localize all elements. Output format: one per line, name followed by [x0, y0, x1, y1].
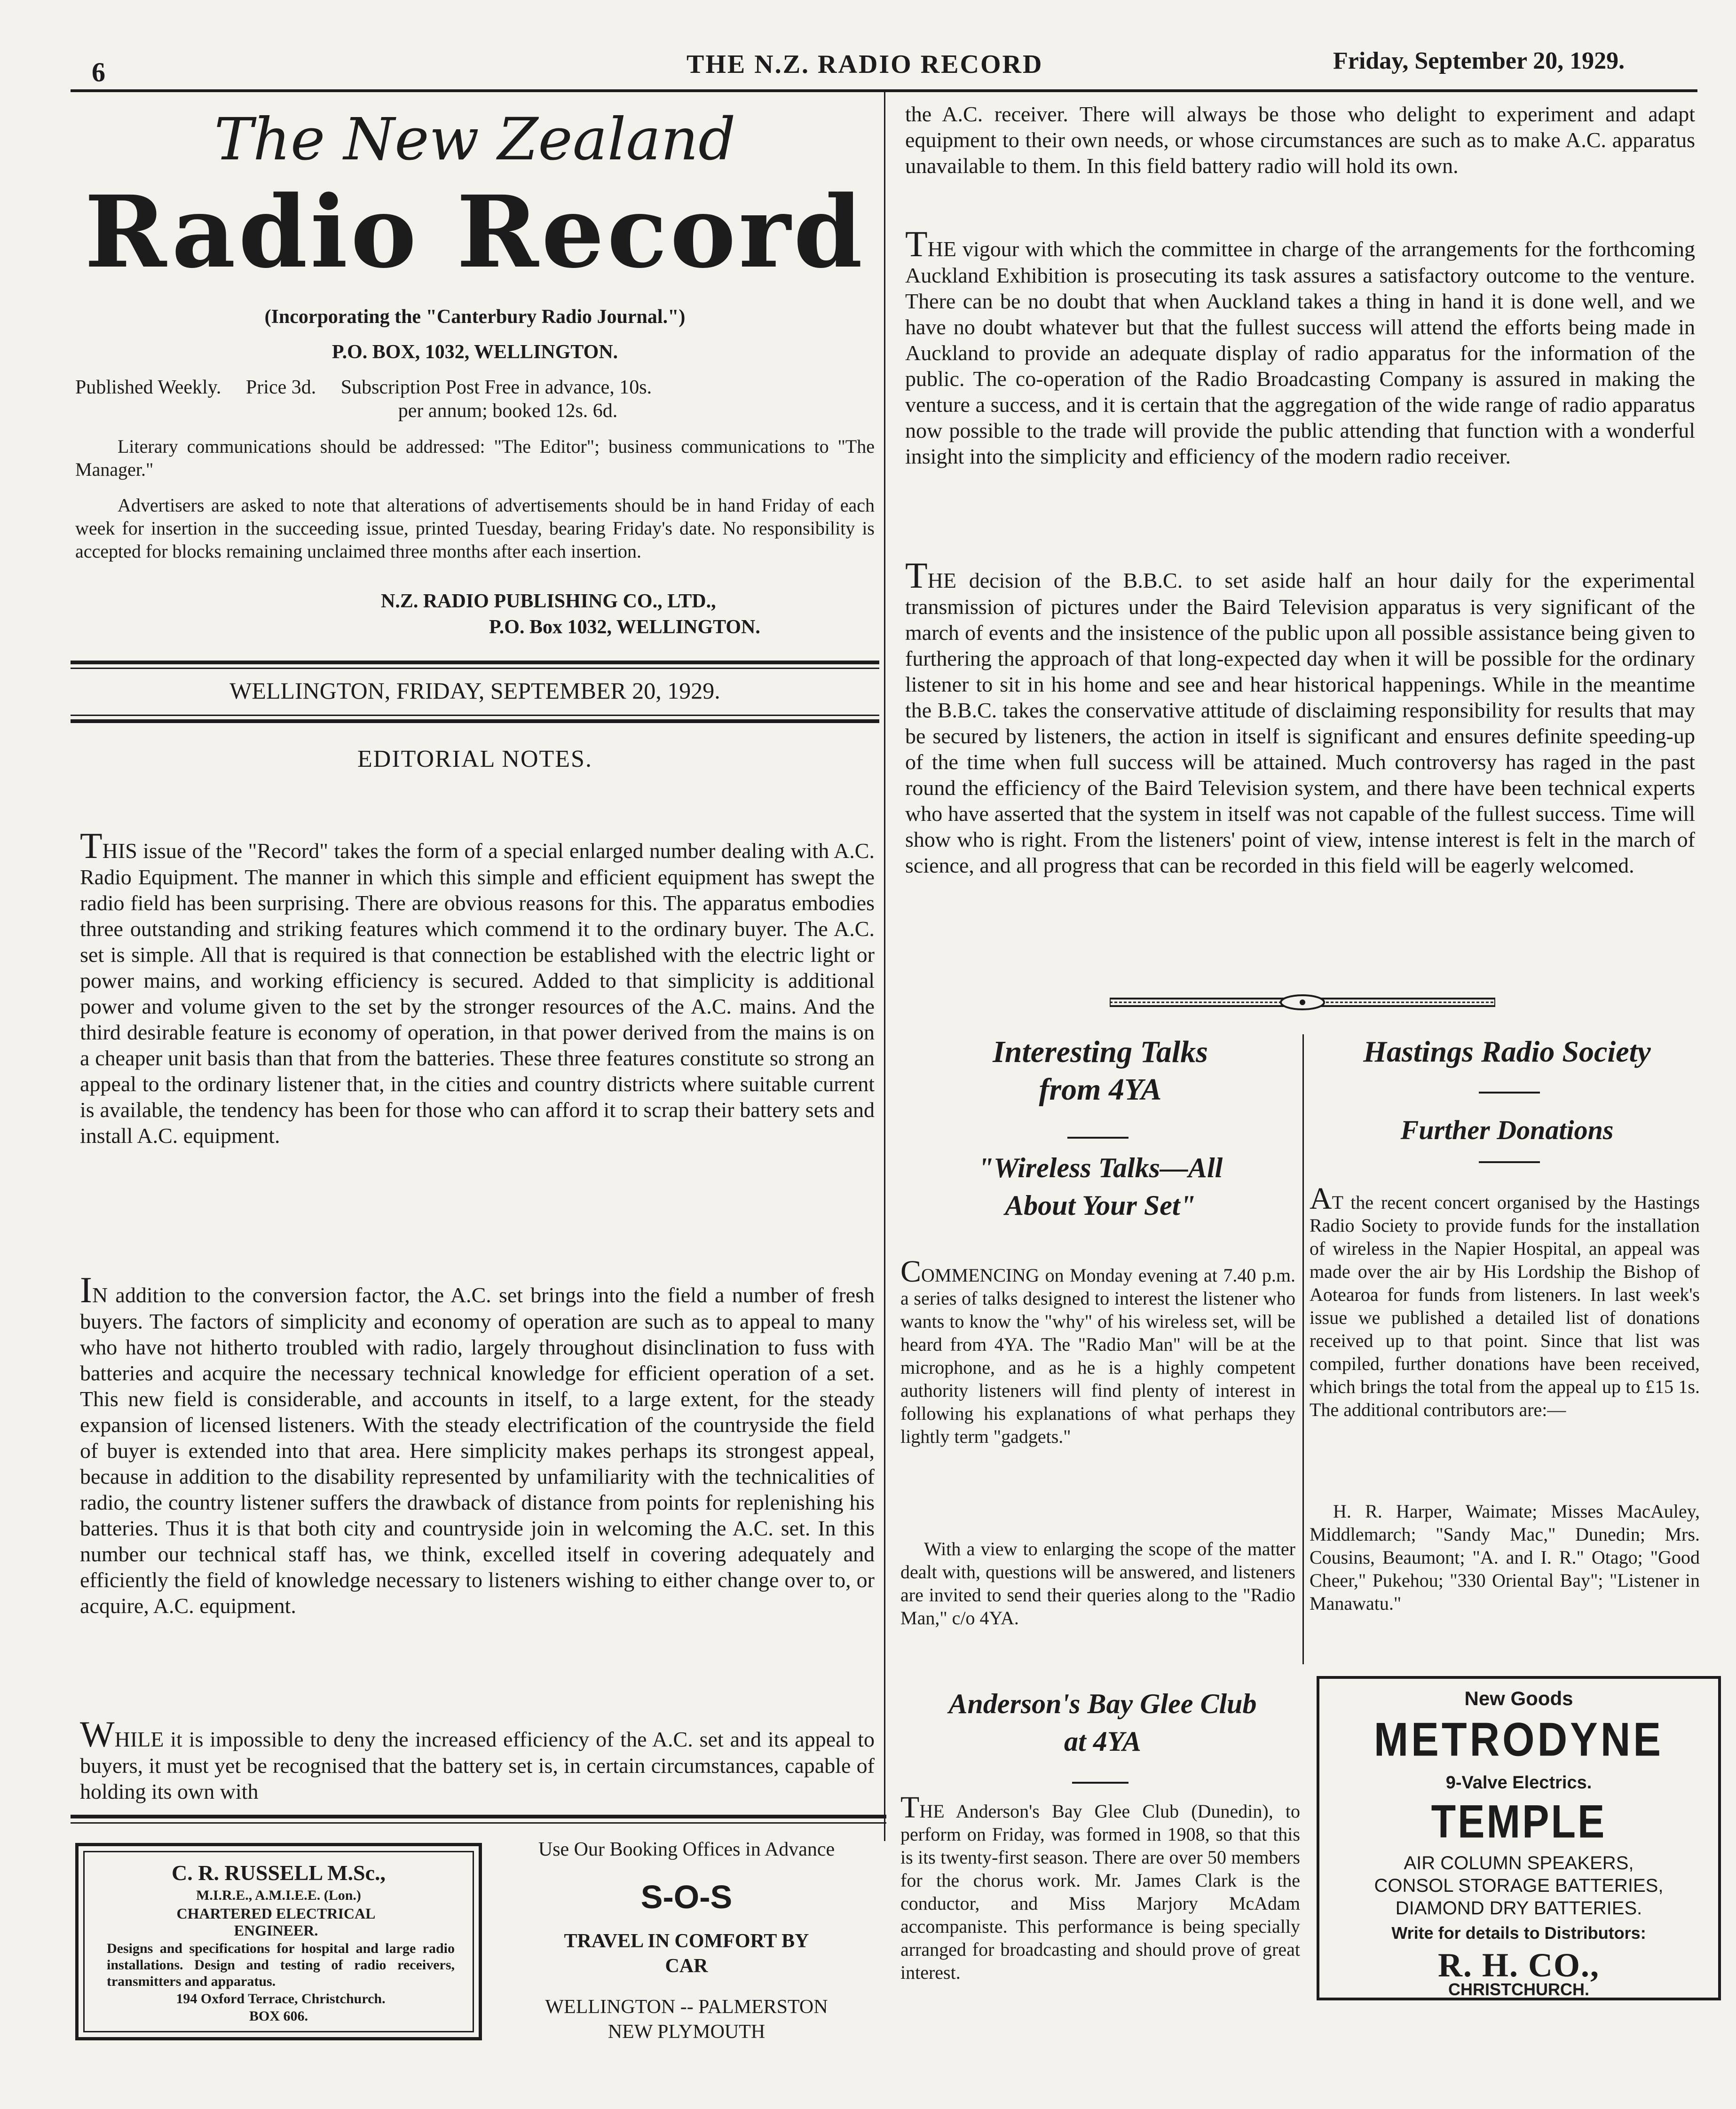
publisher-address: P.O. Box 1032, WELLINGTON. — [489, 616, 760, 638]
masthead-po-box: P.O. BOX, 1032, WELLINGTON. — [331, 341, 618, 363]
russell-name: C. R. RUSSELL M.Sc., — [172, 1861, 386, 1885]
dropcap: W — [80, 1714, 115, 1755]
metrodyne-line3: DIAMOND DRY BATTERIES. — [1395, 1898, 1642, 1919]
glee-title-line2: at 4YA — [1064, 1726, 1141, 1757]
hastings-title-rule — [1479, 1092, 1540, 1094]
masthead-published-2: per annum; booked 12s. 6d. — [398, 400, 618, 422]
metrodyne-brand: METRODYNE — [1373, 1712, 1664, 1766]
ads-rule-top — [71, 1815, 886, 1818]
dateline: WELLINGTON, FRIDAY, SEPTEMBER 20, 1929. — [229, 677, 720, 704]
hastings-subtitle-rule — [1479, 1161, 1540, 1163]
dropcap: T — [905, 223, 928, 264]
talks-title-line2: from 4YA — [1039, 1072, 1162, 1107]
sos-name: S-O-S — [640, 1879, 733, 1915]
dateline-rule-top-thin — [71, 668, 879, 669]
talks-subtitle-line2: About Your Set" — [1005, 1190, 1196, 1221]
editorial-paragraph-4: THE vigour with which the committee in charge of the arrangements for the forthcoming Auckland Exhibition is prosecuting its task assures a satisfactory outcome to the venture. There can be no doubt that when Auckland takes a thing in hand it is done well, and we have no doubt whatever but that the fullest success will attend the efforts being made in Auckland to provide an adequate display of radio apparatus for the information of the public. The co-operation of the Radio Broadcasting Company is assured in making the venture a success, and it is certain that the aggregation of the wide range of radio apparatus now possible to the trade will provide the public attending that function with a wonderful insight into the simplicity and efficiency of the modern radio receiver. — [905, 223, 1695, 468]
russell-quals: M.I.R.E., A.M.I.E.E. (Lon.) — [196, 1888, 361, 1903]
sos-line2: CAR — [665, 1955, 708, 1977]
talks-title-line1: Interesting Talks — [993, 1035, 1208, 1069]
russell-address: 194 Oxford Terrace, Christchurch. — [176, 1991, 386, 2007]
metrodyne-line4: Write for details to Distributors: — [1391, 1923, 1646, 1943]
metrodyne-sub: 9-Valve Electrics. — [1445, 1773, 1592, 1793]
masthead-title-main: Radio Record — [84, 174, 866, 290]
editorial-paragraph-3-continued: the A.C. receiver. There will always be those who delight to experiment and adapt equipment to their own needs, or whose circumstances are such as to make A.C. apparatus unavailable to them. In this field battery radio will hold its own. — [905, 102, 1695, 178]
dateline-rule-bottom-thin — [71, 715, 879, 716]
editorial-heading: EDITORIAL NOTES. — [357, 746, 592, 772]
metrodyne-ad — [1317, 1676, 1721, 2000]
glee-paragraph-1: THE Anderson's Bay Glee Club (Dunedin), to perform on Friday, was formed in 1908, so that this is its twenty-first season. There are over 50 members for the chorus work. Mr. James Clark is the conductor, and Miss Marjory McAdam accompaniste. This performance is being specially arranged for broadcasting and should prove of great interest. — [900, 1790, 1300, 1983]
issue-date: Friday, September 20, 1929. — [1333, 47, 1625, 74]
sos-ad — [489, 1834, 884, 2050]
russell-box: BOX 606. — [249, 2008, 308, 2024]
metrodyne-city: CHRISTCHURCH. — [1448, 1980, 1589, 1999]
glee-title-line1: Anderson's Bay Glee Club — [948, 1688, 1257, 1719]
ads-rule-top-thin — [71, 1822, 886, 1824]
metrodyne-brand2: TEMPLE — [1431, 1795, 1607, 1848]
russell-ad — [75, 1843, 482, 2040]
page-number: 6 — [92, 57, 105, 87]
dateline-rule-top — [71, 661, 879, 664]
russell-title: CHARTERED ELECTRICAL ENGINEER. — [176, 1905, 376, 1939]
sos-line1: TRAVEL IN COMFORT BY — [564, 1930, 809, 1952]
masthead-incorporating: (Incorporating the "Canterbury Radio Journal.") — [264, 306, 686, 328]
dropcap: T — [80, 825, 103, 866]
masthead-title-top: The New Zealand — [214, 106, 736, 173]
hastings-paragraph-2: H. R. Harper, Waimate; Misses MacAuley, Middlemarch; "Sandy Mac," Dunedin; Mrs. Cousins, Beaumont; "A. and I. R." Otago; "Good Cheer," Pukehou; "330 Oriental Bay"; "Listener in Manawatu." — [1310, 1501, 1700, 1614]
sos-top: Use Our Booking Offices in Advance — [538, 1839, 835, 1860]
dropcap: A — [1310, 1181, 1332, 1216]
talks-subtitle-line1: "Wireless Talks—All — [978, 1152, 1223, 1183]
talks-paragraph-1: COMMENCING on Monday evening at 7.40 p.m. a series of talks designed to interest the listener who wants to know the "why" of his wireless set, will be heard from 4YA. The "Radio Man" will be at the microphone, and as he is a highly competent authority listeners will find plenty of interest in following his explanations of what perhaps they lightly term "gadgets." — [900, 1254, 1295, 1447]
russell-body: Designs and specifications for hospital and large radio installations. Design and testing of radio receivers, transmitters and apparatus. — [107, 1941, 455, 1989]
dropcap: T — [905, 555, 928, 596]
metrodyne-distributor: R. H. CO., — [1438, 1946, 1600, 1984]
dropcap: I — [80, 1269, 92, 1310]
dateline-rule-bottom — [71, 719, 879, 723]
hastings-paragraph-1: AT the recent concert organised by the Hastings Radio Society to provide funds for the installation of wireless in the Napier Hospital, an appeal was made over the air by His Lordship the Bishop of Aotearoa for funds from listeners. In last week's issue we published a detailed list of donations received up to that point. Since that list was compiled, further donations have been received, which brings the total from the appeal up to £15 1s. The additional contributors are:— — [1310, 1181, 1700, 1420]
metrodyne-new-goods: New Goods — [1464, 1687, 1573, 1709]
publisher-name: N.Z. RADIO PUBLISHING CO., LTD., — [381, 590, 716, 612]
masthead-literary: Literary communications should be addressed: "The Editor"; business communications to "The Manager." — [75, 436, 875, 480]
glee-title-rule — [1072, 1782, 1128, 1784]
ornament-divider — [1110, 994, 1495, 1010]
talks-title-rule — [1067, 1137, 1128, 1139]
editorial-paragraph-1: THIS issue of the "Record" takes the form of a special enlarged number dealing with A.C. Radio Equipment. The manner in which this simple and efficient equipment has swept the radio field has been surprising. There are obvious reasons for this. The apparatus embodies three outstanding and striking features which commend it to the ordinary buyer. The A.C. set is simple. All that is required is that connection be established with the electric light or power mains, and working efficiency is secured. Added to that simplicity is additional power and volume given to the set by the stronger resources of the A.C. mains. And the third desirable feature is economy of operation, in that power derived from the mains is on a cheaper unit basis than that from the batteries. These three features constitute so strong an appeal to the ordinary listener that, in the cities and country districts where suitable current is available, the tendency has been for those who can afford it to scrap their battery sets and install A.C. equipment. — [80, 825, 875, 1148]
editorial-paragraph-5: THE decision of the B.B.C. to set aside half an hour daily for the experimental transmission of pictures under the Baird Television apparatus is very significant of the march of events and the insistence of the public upon all possible assistance being given to furthering the approach of that long-expected day when it will be possible for the ordinary listener to sit in his home and see and hear historical happenings. While in the meantime the B.B.C. takes the conservative attitude of disclaiming responsibility for results that may be secured by listeners, the action in itself is significant and ensures definite speeding-up of the time when full success will be attained. Much controversy has raged in the past round the efficiency of the Baird Television system, and there have been technical experts who have asserted that the system in itself was not capable of the fullest success. Time will show who is right. From the listeners' point of view, intense interest is felt in the march of science, and all progress that can be recorded in this field will be eagerly welcomed. — [905, 555, 1695, 877]
masthead-advertisers: Advertisers are asked to note that alterations of advertisements should be in hand Friday of each week for insertion in the succeeding issue, printed Tuesday, bearing Friday's date. No responsibility is accepted for blocks remaining unclaimed three months after each insertion. — [75, 495, 875, 562]
dropcap: T — [900, 1790, 920, 1825]
hastings-title: Hastings Radio Society — [1363, 1035, 1651, 1068]
editorial-paragraph-3: WHILE it is impossible to deny the increased efficiency of the A.C. set and its appeal to buyers, it must yet be recognised that the battery set is, in certain circumstances, capable of holding its own with — [80, 1714, 875, 1803]
column-divider — [884, 92, 885, 1841]
masthead-published-1: Published Weekly. Price 3d. Subscription Post Free in advance, 10s. — [75, 377, 652, 398]
sos-line4: NEW PLYMOUTH — [608, 2021, 765, 2043]
editorial-paragraph-2: IN addition to the conversion factor, the A.C. set brings into the field a number of fresh buyers. The factors of simplicity and economy of operation are such as to appeal to many who have not hitherto troubled with radio, largely throughout disinclination to fuss with batteries and acquire the necessary technical knowledge for efficient operation of a set. This new field is considerable, and accounts in itself, to a large extent, for the steady expansion of licensed listeners. With the steady electrification of the countryside the field of buyer is extended into that area. Here simplicity makes perhaps its strongest appeal, because in addition to the disability represented by unfamiliarity with the technicalities of radio, the country listener suffers the drawback of distance from points for replenishing his batteries. Thus it is that both city and countryside join in welcoming the A.C. set. In this number our technical staff has, we think, excelled itself in covering adequately and efficiently the field of knowledge necessary to listeners wishing to either change over to, or acquire, A.C. equipment. — [80, 1269, 875, 1618]
publication-name: THE N.Z. RADIO RECORD — [687, 50, 1043, 79]
dropcap: C — [900, 1254, 922, 1289]
subcolumn-divider — [1302, 1034, 1304, 1664]
talks-paragraph-2: With a view to enlarging the scope of the matter dealt with, questions will be answered, and listeners are invited to send their queries along to the "Radio Man," c/o 4YA. — [900, 1538, 1295, 1629]
hastings-subtitle: Further Donations — [1400, 1115, 1614, 1145]
metrodyne-line1: AIR COLUMN SPEAKERS, — [1404, 1853, 1634, 1873]
sos-line3: WELLINGTON -- PALMERSTON — [545, 1996, 828, 2018]
metrodyne-line2: CONSOL STORAGE BATTERIES, — [1374, 1875, 1664, 1896]
